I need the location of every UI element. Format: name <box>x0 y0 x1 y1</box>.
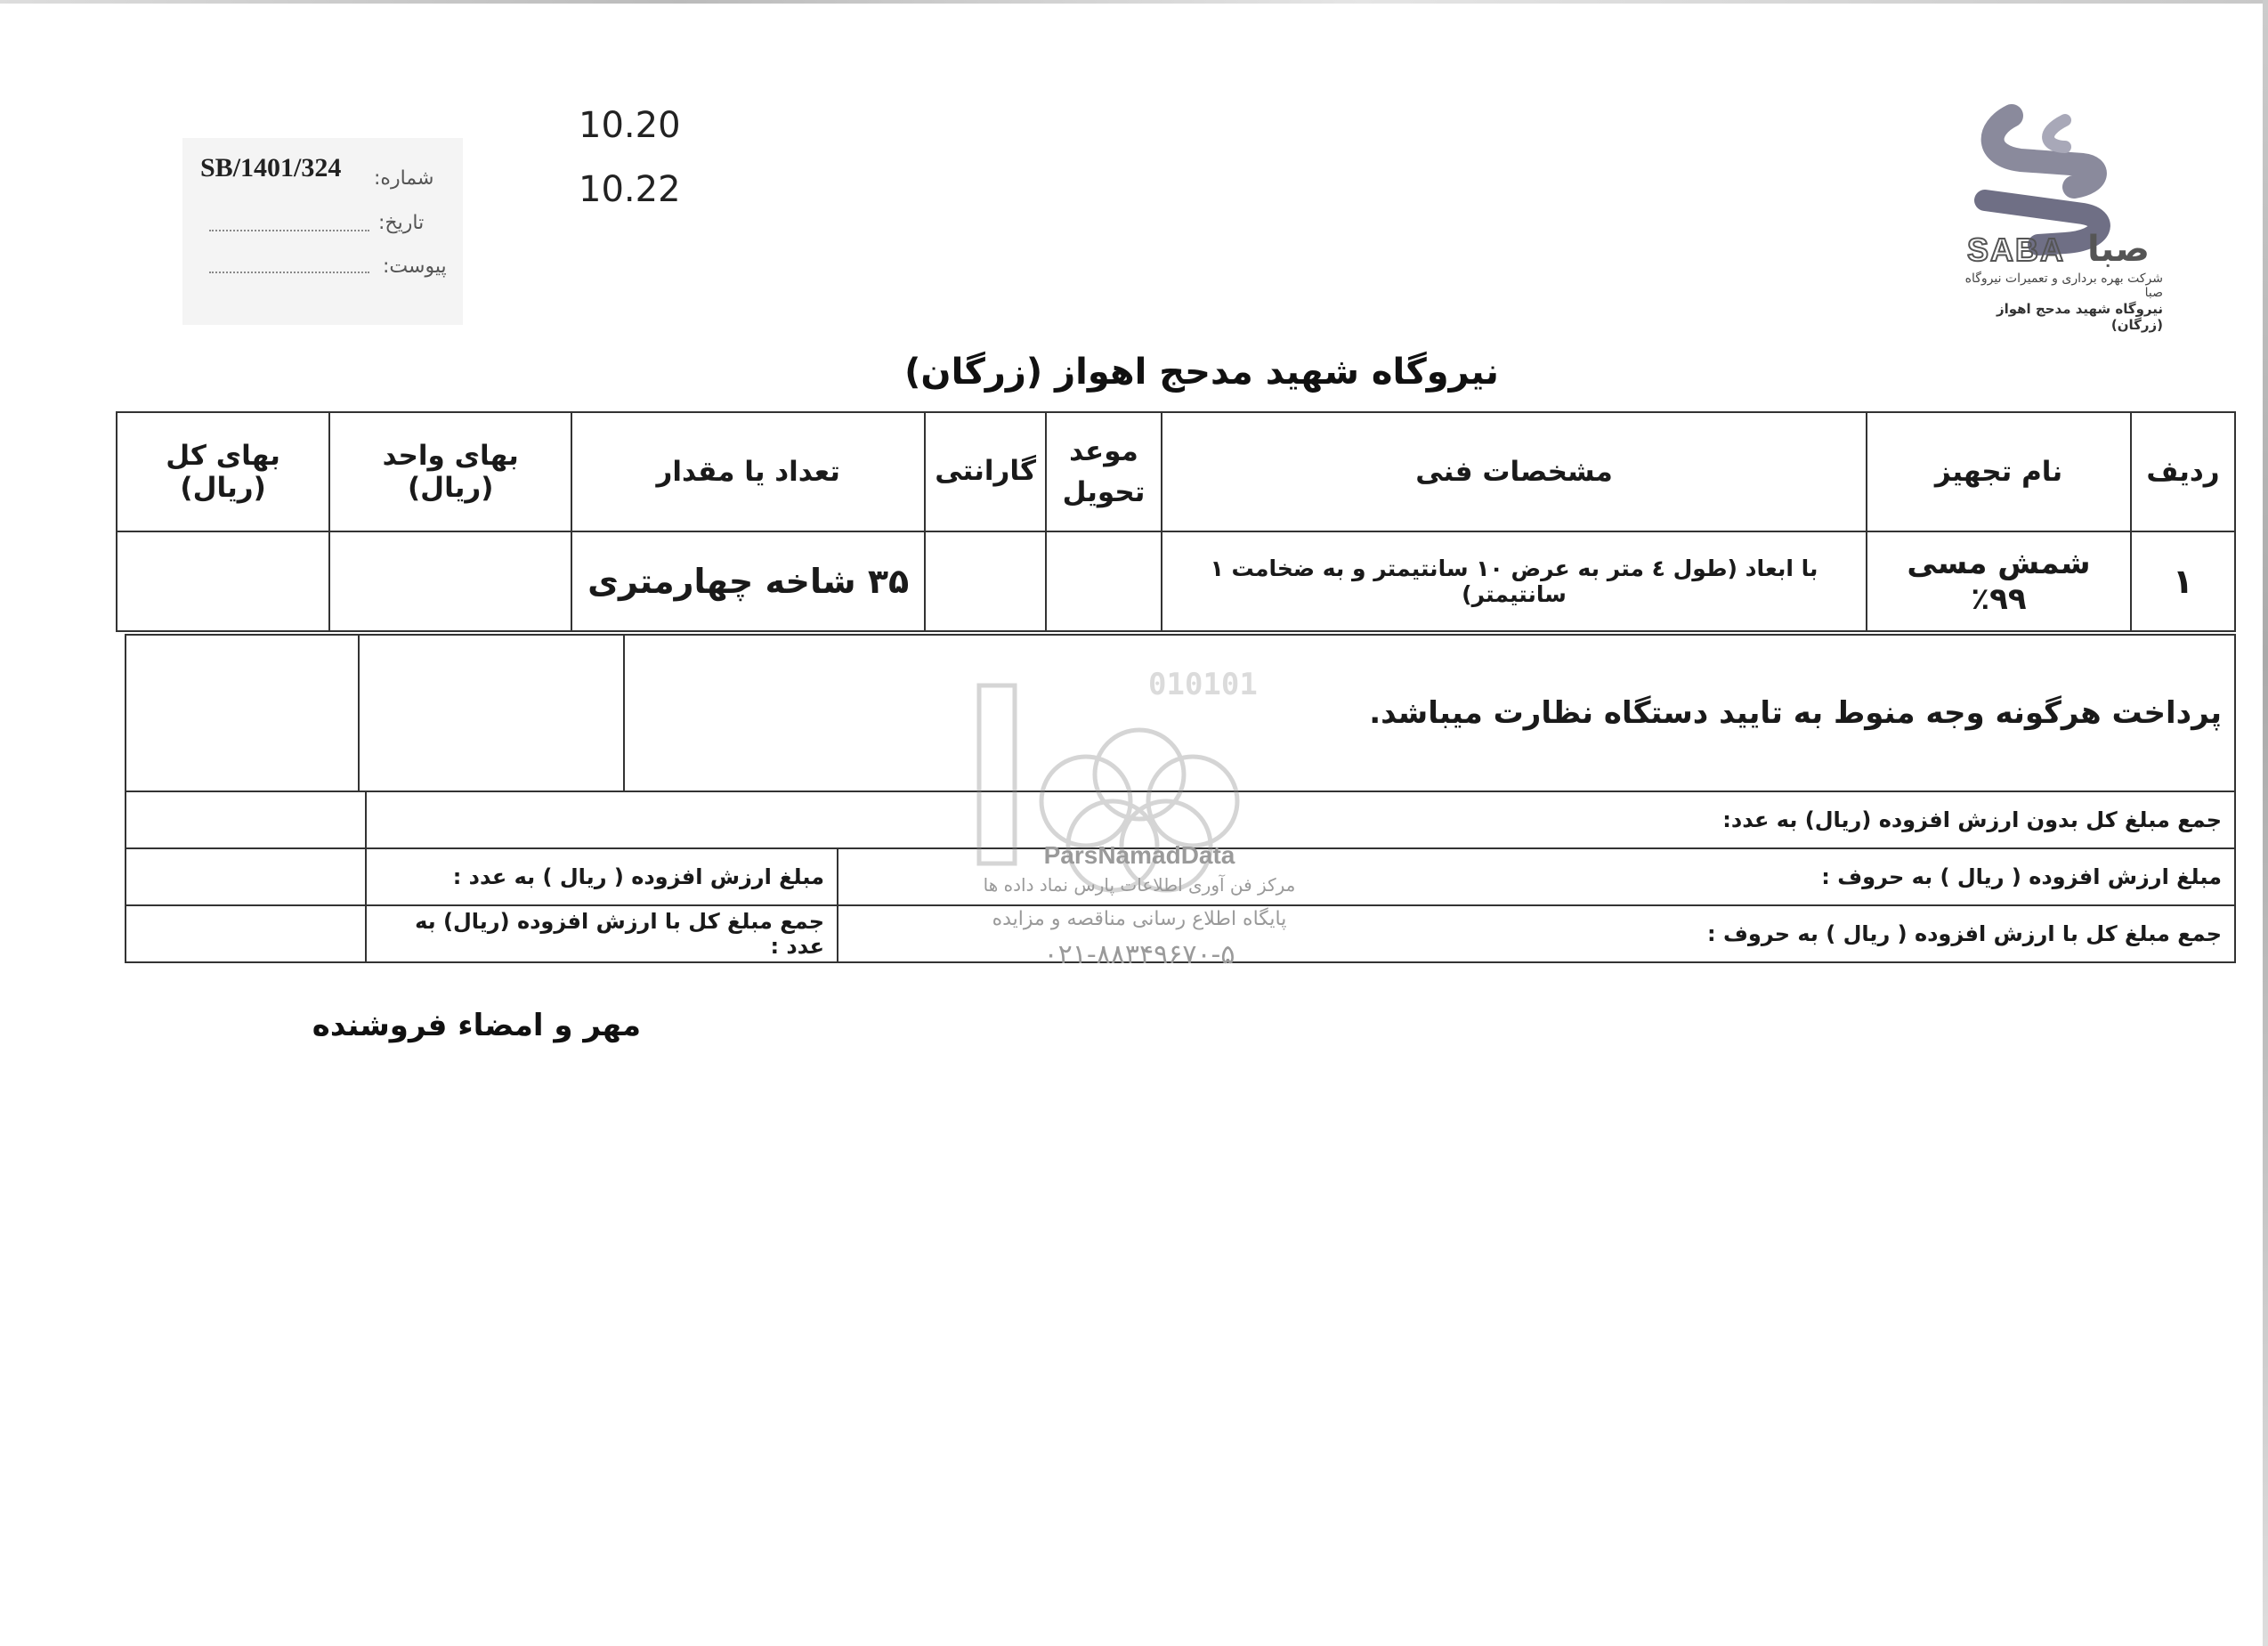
date-dotted-line <box>209 230 369 231</box>
cell-quantity: ۳۵ شاخه چهارمتری <box>571 531 925 631</box>
scan-edge-top <box>0 0 2268 4</box>
note-empty-cell-1 <box>359 635 624 791</box>
header-row-no: ردیف <box>2131 412 2235 531</box>
watermark-line-1: مرکز فن آوری اطلاعات پارس نماد داده ها <box>983 874 1296 896</box>
cell-warranty <box>925 531 1046 631</box>
table-row <box>117 531 2235 631</box>
total-excl-vat-empty <box>126 791 366 848</box>
vat-numeric: مبلغ ارزش افزوده ( ریال ) به عدد : <box>366 848 838 905</box>
vat-empty <box>126 848 366 905</box>
watermark-brand: ParsNamadData <box>1043 841 1235 869</box>
header-delivery: موعد تحویل <box>1046 412 1162 531</box>
date-label: تاریخ: <box>378 212 425 234</box>
header-unit-price: بهای واحد (ریال) <box>329 412 571 531</box>
cell-row-no: ۱ <box>2131 531 2235 631</box>
handwritten-date-1: 10.20 <box>579 105 681 146</box>
header-warranty: گارانتی <box>925 412 1046 531</box>
watermark-line-2: پایگاه اطلاع رسانی مناقصه و مزایده <box>992 908 1287 930</box>
note-empty-cell-2 <box>126 635 359 791</box>
total-incl-vat-empty <box>126 905 366 962</box>
number-label: شماره: <box>374 167 434 190</box>
cell-specs: با ابعاد (طول ٤ متر به عرض ۱۰ سانتیمتر و به ضخامت ۱ سانتیمتر) <box>1162 531 1867 631</box>
cell-equipment-name: شمش مسی ۹۹٪ <box>1867 531 2131 631</box>
header-specs: مشخصات فنی <box>1162 412 1867 531</box>
total-incl-vat-words: جمع مبلغ کل با ارزش افزوده ( ریال ) به حروف : <box>838 905 2235 962</box>
total-incl-vat-numeric: جمع مبلغ کل با ارزش افزوده (ریال) به عدد : <box>366 905 838 962</box>
header-quantity: تعداد یا مقدار <box>571 412 925 531</box>
watermark-phone: ۰۲۱-۸۸۳۴۹۶۷۰-۵ <box>1043 939 1235 970</box>
header-equipment-name: نام تجهیز <box>1867 412 2131 531</box>
logo-latin-text: SABA <box>1967 231 2066 268</box>
attachment-dotted-line <box>209 272 369 273</box>
cell-total-price <box>117 531 329 631</box>
logo-persian-text: صبا <box>2087 229 2150 270</box>
seller-signature-label: مهر و امضاء فروشنده <box>312 1008 641 1043</box>
header-total-price: بهای کل (ریال) <box>117 412 329 531</box>
attachment-label: پیوست: <box>383 255 447 278</box>
watermark-digits: 010101 <box>1148 668 1258 702</box>
items-table <box>116 411 2236 632</box>
handwritten-date-2: 10.22 <box>579 169 681 210</box>
vat-words: مبلغ ارزش افزوده ( ریال ) به حروف : <box>838 848 2235 905</box>
payment-note: پرداخت هرگونه وجه منوط به تایید دستگاه نظارت میباشد. <box>624 635 2235 791</box>
logo-company-line: شرکت بهره برداری و تعمیرات نیروگاه صبا <box>1964 272 2163 300</box>
total-excl-vat-numeric: جمع مبلغ کل بدون ارزش افزوده (ریال) به عدد: <box>366 791 2235 848</box>
watermark-flower-icon <box>961 668 1317 979</box>
letter-number: SB/1401/324 <box>200 153 342 182</box>
logo-plant-line: نیروگاه شهید مدحج اهواز (زرگان) <box>1996 301 2163 333</box>
cell-delivery <box>1046 531 1162 631</box>
table-header-row <box>117 412 2235 531</box>
document-title: نیروگاه شهید مدحج اهواز (زرگان) <box>904 352 1499 393</box>
cell-unit-price <box>329 531 571 631</box>
scan-edge-right <box>2263 0 2268 1646</box>
